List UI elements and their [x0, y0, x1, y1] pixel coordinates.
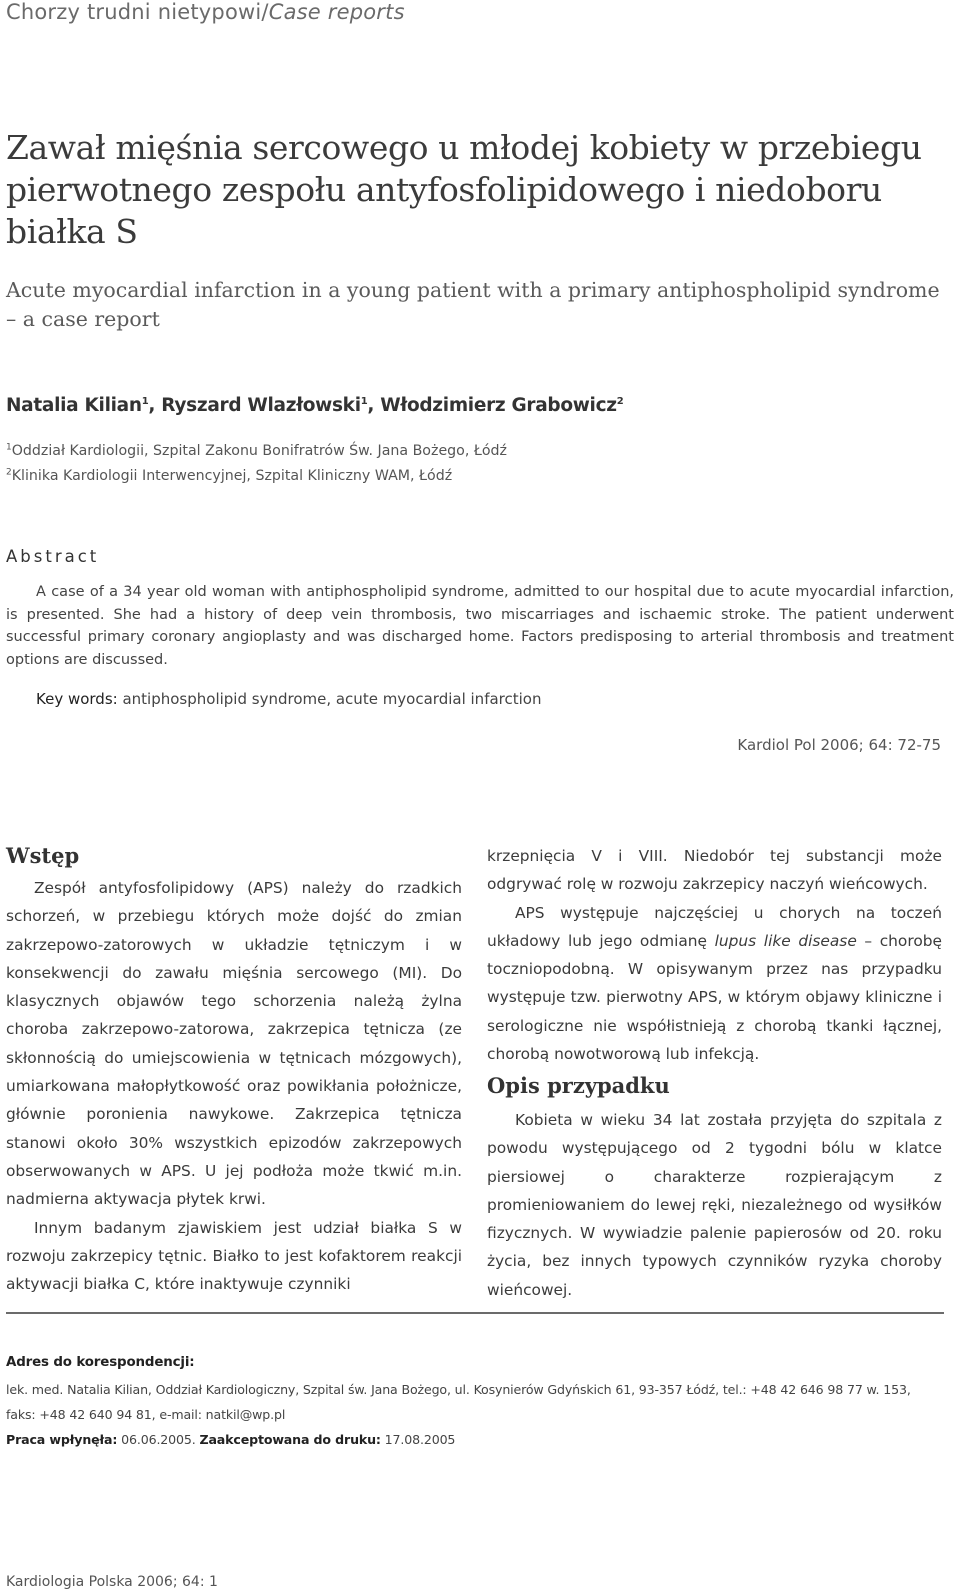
author-name: Ryszard Wlazłowski	[161, 395, 361, 416]
affiliation-1	[6, 443, 507, 459]
correspondence-heading	[6, 1355, 195, 1370]
body-paragraph-continued: krzepnięcia V i VIII. Niedobór tej substancji może odgrywać rolę w rozwoju zakrzepicy naczyń wieńcowych.	[487, 847, 942, 894]
author-affiliation-mark: 1	[360, 395, 368, 407]
body-column-right	[487, 842, 942, 1068]
article-title-polish: Zawał mięśnia sercowego u młodej kobiety w przebiegu pierwotnego zespołu antyfosfolipidowego i niedoboru białka S	[6, 128, 922, 251]
intro-heading: Wstęp	[6, 843, 80, 868]
case-heading: Opis przypadku	[487, 1073, 670, 1098]
abstract-heading: Abstract	[6, 547, 100, 566]
publication-dates	[6, 1432, 455, 1447]
page-footer: Kardiologia Polska 2006; 64: 1	[6, 1574, 218, 1590]
section-label	[6, 0, 405, 24]
affiliation-text: Oddział Kardiologii, Szpital Zakonu Bonifratrów Św. Jana Bożego, Łódź	[11, 443, 507, 459]
affiliation-2	[6, 468, 452, 484]
intro-paragraph-2: Innym badanym zjawiskiem jest udział białka S w rozwoju zakrzepicy tętnic. Białko to jest kofaktorem reakcji aktywacji białka C, które inaktywuje czynniki	[6, 1218, 462, 1294]
received-date: 06.06.2005.	[117, 1432, 200, 1447]
aps-text-part-1: APS występuje najczęściej u chorych na toczeń układowy lub jego odmianę	[487, 903, 942, 950]
correspondence-heading-text: Adres do korespondencji:	[6, 1355, 195, 1370]
correspondence-line-1: lek. med. Natalia Kilian, Oddział Kardiologiczny, Szpital św. Jana Bożego, ul. Kosynierów Gdyńskich 61, 93-357 Łódź, tel.: +48 42 646 98 77 w. 153,	[6, 1382, 911, 1397]
body-column-right-case	[487, 1106, 942, 1304]
affiliation-number: 1	[6, 442, 12, 453]
body-paragraph-aps	[487, 899, 942, 1069]
author-separator: ,	[148, 395, 162, 416]
keywords-label: Key words:	[36, 690, 118, 708]
case-paragraph-1: Kobieta w wieku 34 lat została przyjęta do szpitala z powodu występującego od 2 tygodni bólu w klatce piersiowej o charakterze rozpierającym z promieniowaniem do lewej ręki, niezależnego od wysiłków fizycznych. W wywiadzie palenie papierosów od 20. roku życia, bez innych typowych czynników ryzyka choroby wieńcowej.	[487, 1111, 942, 1299]
aps-text-part-2: – chorobę toczniopodobną. W opisywanym przez nas przypadku występuje tzw. pierwotny APS, w którym objawy kliniczne i serologiczne nie współistnieją z chorobą tkanki łącznej, chorobą nowotworową lub infekcją.	[487, 931, 942, 1064]
footer-divider	[6, 1312, 944, 1314]
article-title-english: Acute myocardial infarction in a young patient with a primary antiphospholipid syndrome – a case report	[6, 278, 940, 331]
author-separator: ,	[367, 395, 381, 416]
aps-text-italic: lupus like disease	[714, 931, 857, 950]
section-label-en: Case reports	[268, 0, 405, 24]
author-name: Natalia Kilian	[6, 395, 142, 416]
intro-paragraph-1: Zespół antyfosfolipidowy (APS) należy do rzadkich schorzeń, w przebiegu których może dojść do zmian zakrzepowo-zatorowych w układzie tętniczym i w konsekwencji do zawału mięśnia sercowego (MI). Do klasycznych objawów tego schorzenia należą żylna choroba zakrzepowo-zatorowa, zakrzepica tętnicza (ze skłonnością do umiejscowienia w tętnicach mózgowych), umiarkowana małopłytkowość oraz powikłania położnicze, głównie poronienia nawykowe. Zakrzepica tętnicza stanowi około 30% wszystkich epizodów zakrzepowych obserwowanych w APS. U jej podłoża może tkwić m.in. nadmierna aktywacja płytek krwi.	[6, 879, 462, 1209]
body-column-left	[6, 874, 462, 1298]
keywords-text: antiphospholipid syndrome, acute myocardial infarction	[117, 690, 542, 708]
journal-citation: Kardiol Pol 2006; 64: 72-75	[737, 736, 941, 754]
author-affiliation-mark: 2	[616, 395, 624, 407]
authors-line	[6, 395, 623, 416]
abstract-text: A case of a 34 year old woman with antiphospholipid syndrome, admitted to our hospital due to acute myocardial infarction, is presented. She had a history of deep vein thrombosis, two miscarriages and ischaemic stroke. The patient underwent successful primary coronary angioplasty and was discharged home. Factors predisposing to arterial thrombosis and treatment options are discussed.	[6, 584, 954, 669]
keywords	[36, 690, 541, 708]
accepted-date: 17.08.2005	[380, 1432, 456, 1447]
accepted-label: Zaakceptowana do druku:	[199, 1432, 381, 1447]
received-label: Praca wpłynęła:	[6, 1432, 118, 1447]
affiliation-number: 2	[6, 467, 12, 478]
author-name: Włodzimierz Grabowicz	[380, 395, 617, 416]
correspondence-line-2: faks: +48 42 640 94 81, e-mail: natkil@wp.pl	[6, 1407, 286, 1422]
affiliation-text: Klinika Kardiologii Interwencyjnej, Szpital Kliniczny WAM, Łódź	[11, 468, 453, 484]
author-affiliation-mark: 1	[141, 395, 149, 407]
section-label-pl: Chorzy trudni nietypowi/	[6, 0, 269, 24]
